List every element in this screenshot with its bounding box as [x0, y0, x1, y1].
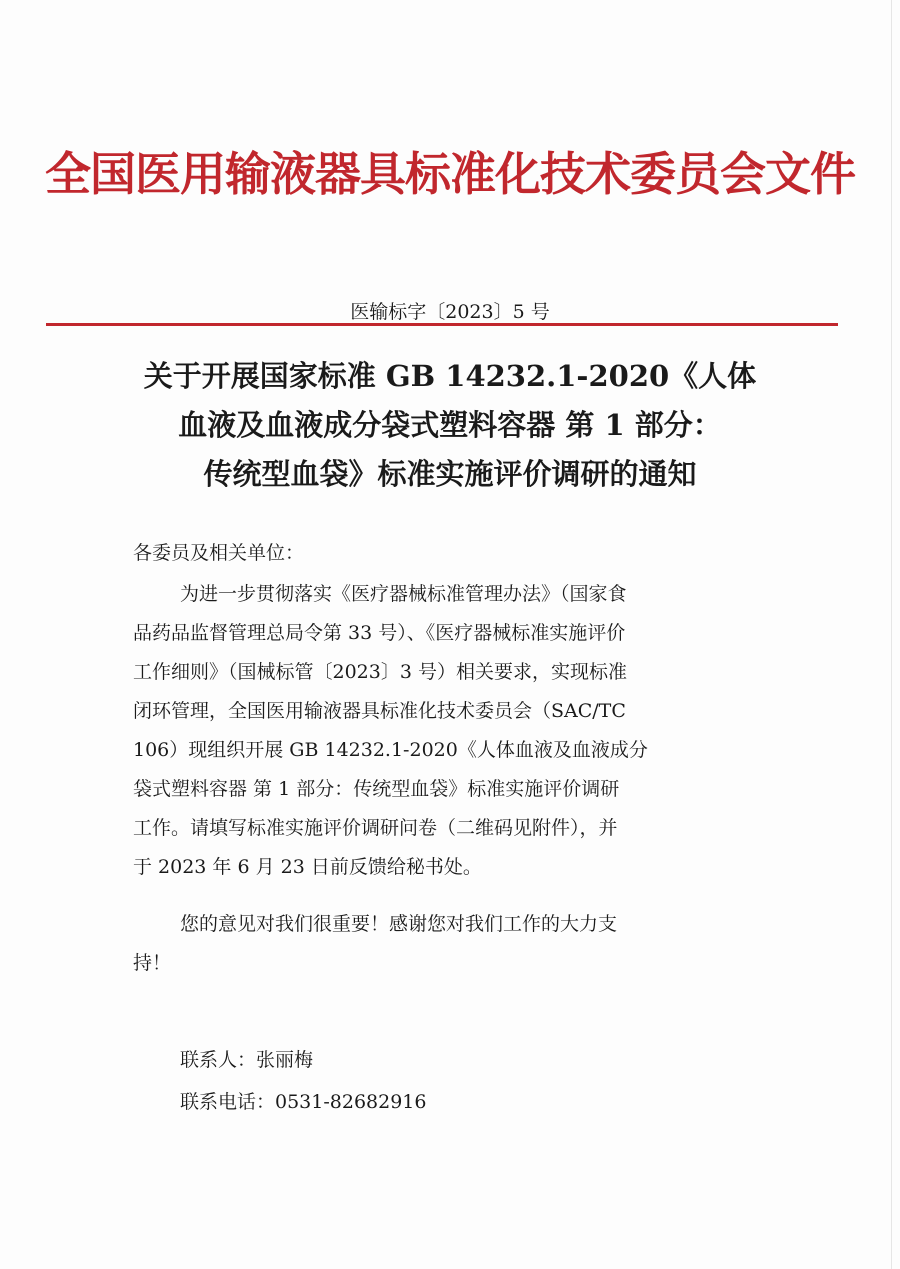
body-line: 于 2023 年 6 月 23 日前反馈给秘书处。 — [133, 856, 482, 878]
notice-title — [110, 352, 790, 499]
contact-person: 联系人：张丽梅 — [180, 1049, 314, 1071]
notice-body — [133, 575, 773, 983]
salutation: 各委员及相关单位： — [133, 542, 305, 564]
masthead-title: 全国医用输液器具标准化技术委员会文件 — [45, 147, 855, 201]
body-line: 工作。请填写标准实施评价调研问卷（二维码见附件），并 — [133, 817, 618, 839]
title-line: 血液及血液成分袋式塑料容器 第 1 部分： — [178, 408, 722, 442]
body-line: 持！ — [133, 952, 172, 974]
title-line: 关于开展国家标准 GB 14232.1-2020《人体 — [143, 359, 757, 393]
title-line: 传统型血袋》标准实施评价调研的通知 — [203, 457, 697, 491]
body-line: 品药品监督管理总局令第 33 号）、《医疗器械标准实施评价 — [133, 622, 626, 644]
contact-phone: 联系电话：0531-82682916 — [180, 1091, 427, 1113]
body-line: 您的意见对我们很重要！感谢您对我们工作的大力支 — [180, 913, 618, 935]
body-line: 闭环管理，全国医用输液器具标准化技术委员会（SAC/TC — [133, 700, 626, 722]
body-line: 袋式塑料容器 第 1 部分：传统型血袋》标准实施评价调研 — [133, 778, 620, 800]
body-line: 为进一步贯彻落实《医疗器械标准管理办法》（国家食 — [180, 583, 627, 605]
body-line: 工作细则》（国械标管〔2023〕3 号）相关要求，实现标准 — [133, 661, 627, 683]
body-line: 106）现组织开展 GB 14232.1-2020《人体血液及血液成分 — [133, 739, 648, 761]
document-number: 医输标字〔2023〕5 号 — [350, 301, 550, 323]
red-divider-line — [46, 323, 838, 326]
